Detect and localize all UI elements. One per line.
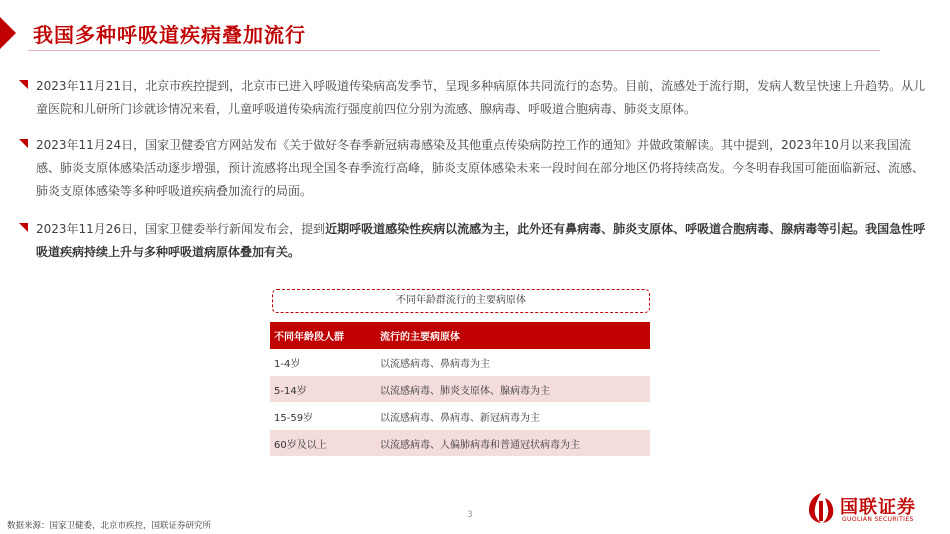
page-title: 我国多种呼吸道疾病叠加流行 bbox=[33, 23, 306, 47]
logo-text-cn: 国联证券 bbox=[840, 497, 916, 518]
table-cell-pathogen: 以流感病毒、鼻病毒、新冠病毒为主 bbox=[370, 403, 650, 430]
table-cell-pathogen: 以流感病毒、鼻病毒为主 bbox=[370, 349, 650, 376]
table-row bbox=[270, 403, 650, 430]
bullet-triangle-icon bbox=[19, 223, 28, 232]
table-cell-age: 1-4岁 bbox=[270, 349, 370, 376]
title-divider bbox=[28, 50, 880, 51]
paragraph-1-text: 2023年11月21日，北京市疾控提到，北京市已进入呼吸道传染病高发季节，呈现多种病原体共同流行的态势。目前，流感处于流行期，发病人数呈快速上升趋势。从儿童医院和儿研所门诊就诊情况来看，儿童呼吸道传染病流行强度前四位分别为流感、腺病毒、呼吸道合胞病毒、肺炎支原体。 bbox=[36, 79, 926, 116]
table-row bbox=[270, 376, 650, 403]
bullet-triangle-icon bbox=[19, 80, 28, 89]
bullet-triangle-icon bbox=[19, 139, 28, 148]
paragraph-2 bbox=[36, 134, 928, 203]
table-row bbox=[270, 349, 650, 376]
guolian-logo-icon bbox=[806, 492, 836, 524]
table-cell-pathogen: 以流感病毒、人偏肺病毒和普通冠状病毒为主 bbox=[370, 430, 650, 457]
table-cell-age: 15-59岁 bbox=[270, 403, 370, 430]
paragraph-3-highlight: 近期呼吸道感染性疾病以流感为主，此外还有鼻病毒、肺炎支原体、呼吸道合胞病毒、腺病毒等引起。我国急性呼吸道疾病持续上升与多种呼吸道病原体叠加有关。 bbox=[36, 222, 926, 259]
company-logo bbox=[806, 492, 946, 528]
table-header-age: 不同年龄段人群 bbox=[270, 322, 370, 349]
title-marker-icon bbox=[0, 17, 16, 49]
pathogen-table bbox=[270, 322, 650, 457]
table-cell-age: 60岁及以上 bbox=[270, 430, 370, 457]
table-cell-age: 5-14岁 bbox=[270, 376, 370, 403]
paragraph-2-text: 2023年11月24日，国家卫健委官方网站发布《关于做好冬春季新冠病毒感染及其他重点传染病防控工作的通知》并做政策解读。其中提到，2023年10月以来我国流感、肺炎支原体感染活动逐步增强，预计流感将出现全国冬春季流行高峰，肺炎支原体感染未来一段时间在部分地区仍将持续高发。今冬明春我国可能面临新冠、流感、肺炎支原体感染等多种呼吸道疾病叠加流行的局面。 bbox=[36, 138, 925, 198]
table-header-pathogen: 流行的主要病原体 bbox=[370, 322, 650, 349]
table-caption: 不同年龄群流行的主要病原体 bbox=[272, 289, 650, 313]
table-row bbox=[270, 430, 650, 457]
data-source-note: 数据来源：国家卫健委，北京市疾控，国联证券研究所 bbox=[7, 521, 212, 531]
logo-text-en: GUOLIAN SECURITIES bbox=[842, 516, 914, 523]
table-cell-pathogen: 以流感病毒、肺炎支原体、腺病毒为主 bbox=[370, 376, 650, 403]
page-number: 3 bbox=[467, 510, 473, 520]
paragraph-1 bbox=[36, 75, 928, 121]
paragraph-3 bbox=[36, 218, 928, 264]
table-header-row bbox=[270, 322, 650, 349]
paragraph-3-text: 2023年11月26日，国家卫健委举行新闻发布会，提到 bbox=[36, 222, 326, 236]
